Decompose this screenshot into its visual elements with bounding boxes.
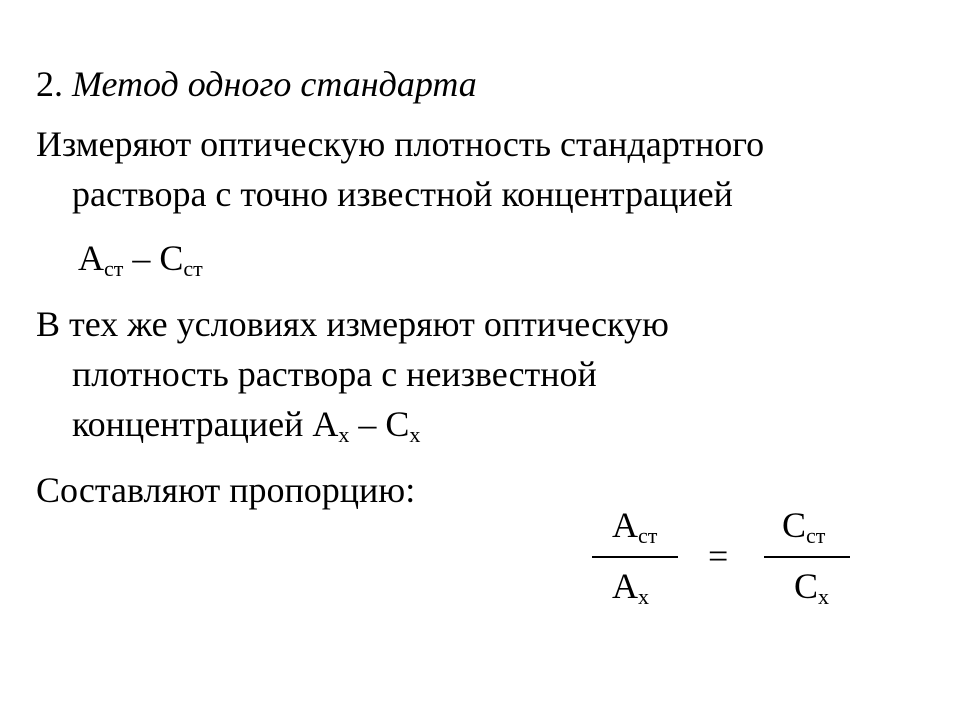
x-c: С [385,404,410,444]
right-denominator: $С_х$ [794,566,830,609]
left-numerator: $А_{ст}$ [612,505,658,548]
standard-pair-formula [78,236,203,285]
std-a: А [78,238,104,278]
std-c: С [159,238,184,278]
slide-title [36,62,477,106]
paragraph-2-line-3 [72,402,420,451]
left-fraction-bar [592,556,678,558]
p2-line3-prefix: концентрацией [72,404,313,444]
left-denominator: $А_х$ [612,566,649,609]
paragraph-1-line-2: раствора с точно известной концентрацией [72,174,733,214]
paragraph-3: Составляют пропорцию: [36,470,416,510]
right-fraction-bar [764,556,850,558]
std-a-sub: ст [104,256,124,281]
equals-sign: = [708,536,729,576]
x-c-sub: х [409,422,421,447]
std-dash: – [123,238,160,278]
paragraph-2-line-1: В тех же условиях измеряют оптическую [36,304,669,344]
paragraph-2-line-2: плотность раствора с неизвестной [72,354,597,394]
x-a-sub: х [338,422,350,447]
title-number: 2. [36,64,63,104]
paragraph-1-line-1: Измеряют оптическую плотность стандартного [36,124,765,164]
right-numerator: $С_{ст}$ [782,505,826,548]
std-c-sub: ст [183,256,203,281]
x-a: А [312,404,339,444]
title-text: Метод одного стандарта [72,64,477,104]
x-dash: – [349,404,386,444]
